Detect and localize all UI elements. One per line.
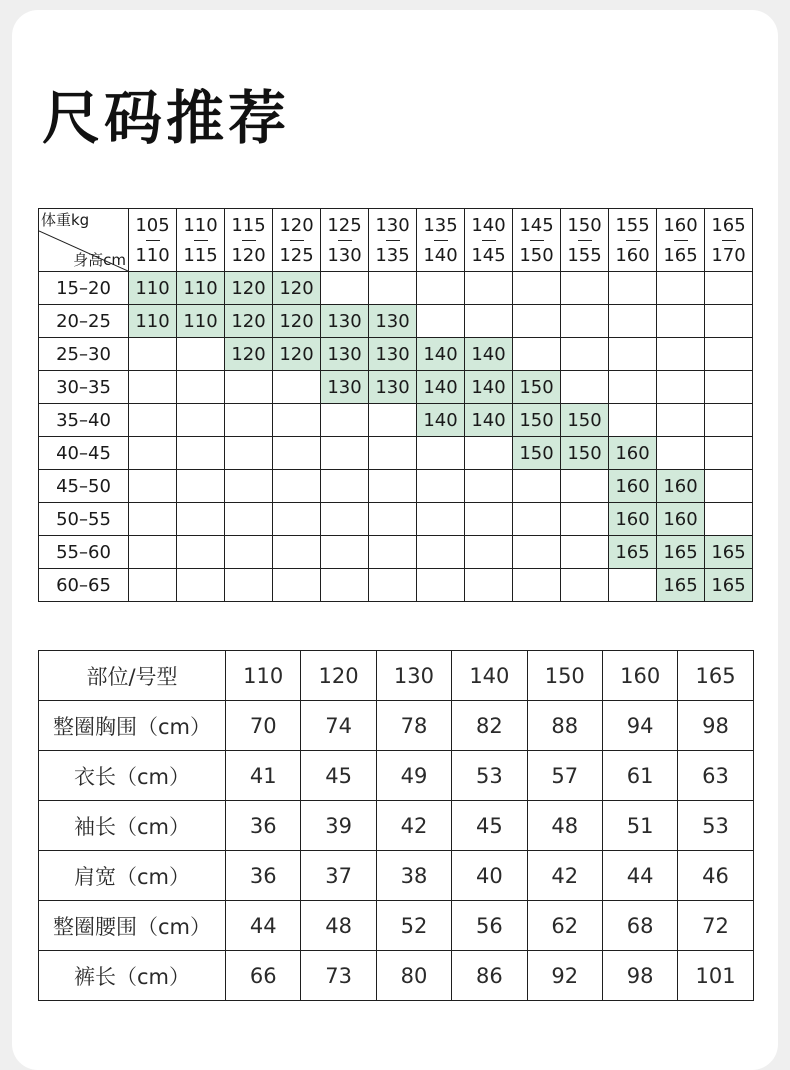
empty-cell — [561, 470, 609, 503]
weight-range-max: 160 — [615, 244, 650, 266]
empty-cell — [321, 272, 369, 305]
weight-range-max: 150 — [519, 244, 554, 266]
weight-range — [129, 215, 176, 266]
empty-cell — [705, 338, 753, 371]
recommended-size-cell: 160 — [657, 470, 705, 503]
measurement-value: 92 — [527, 951, 602, 1001]
weight-range-max: 130 — [327, 244, 362, 266]
size-header: 110 — [226, 651, 301, 701]
height-row — [39, 569, 753, 602]
weight-range-min: 155 — [615, 214, 650, 236]
recommended-size-cell: 140 — [465, 338, 513, 371]
weight-range-header — [657, 209, 705, 272]
size-header: 140 — [452, 651, 527, 701]
recommended-size-cell: 120 — [225, 338, 273, 371]
measurement-row — [39, 951, 754, 1001]
weight-range-header — [225, 209, 273, 272]
empty-cell — [657, 404, 705, 437]
empty-cell — [225, 404, 273, 437]
empty-cell — [417, 536, 465, 569]
weight-header-row — [39, 209, 753, 272]
weight-range-header — [129, 209, 177, 272]
height-range-label: 60–65 — [39, 569, 129, 602]
recommended-size-cell: 130 — [369, 371, 417, 404]
recommended-size-cell: 140 — [465, 404, 513, 437]
empty-cell — [657, 272, 705, 305]
weight-range-max: 155 — [567, 244, 602, 266]
empty-cell — [657, 305, 705, 338]
empty-cell — [609, 569, 657, 602]
height-range-label: 35–40 — [39, 404, 129, 437]
empty-cell — [225, 437, 273, 470]
height-row — [39, 536, 753, 569]
empty-cell — [177, 371, 225, 404]
measurement-value: 53 — [678, 801, 753, 851]
empty-cell — [609, 371, 657, 404]
size-recommendation-table — [38, 208, 753, 602]
weight-range-min: 105 — [135, 214, 170, 236]
measurement-label: 袖长（cm） — [39, 801, 226, 851]
empty-cell — [561, 305, 609, 338]
empty-cell — [417, 272, 465, 305]
measurement-label: 衣长（cm） — [39, 751, 226, 801]
empty-cell — [273, 470, 321, 503]
empty-cell — [177, 470, 225, 503]
recommended-size-cell: 130 — [321, 371, 369, 404]
recommended-size-cell: 130 — [369, 338, 417, 371]
empty-cell — [273, 503, 321, 536]
measurement-value: 63 — [678, 751, 753, 801]
measurement-value: 49 — [376, 751, 451, 801]
range-dash — [290, 240, 304, 241]
empty-cell — [369, 437, 417, 470]
corner-header-cell — [39, 209, 129, 272]
measurement-row — [39, 701, 754, 751]
recommended-size-cell: 160 — [657, 503, 705, 536]
page-title: 尺码推荐 — [42, 84, 291, 152]
empty-cell — [513, 503, 561, 536]
height-range-label: 20–25 — [39, 305, 129, 338]
size-header: 150 — [527, 651, 602, 701]
measurement-value: 82 — [452, 701, 527, 751]
measurement-label: 整圈胸围（cm） — [39, 701, 226, 751]
measurement-value: 73 — [301, 951, 376, 1001]
measurement-value: 66 — [226, 951, 301, 1001]
weight-range-header — [465, 209, 513, 272]
measurement-value: 68 — [602, 901, 677, 951]
weight-range-header — [705, 209, 753, 272]
measurement-value: 94 — [602, 701, 677, 751]
measurement-value: 42 — [376, 801, 451, 851]
measurement-label: 肩宽（cm） — [39, 851, 226, 901]
weight-range — [417, 215, 464, 266]
empty-cell — [369, 404, 417, 437]
recommended-size-cell: 120 — [225, 305, 273, 338]
recommended-size-cell: 140 — [417, 338, 465, 371]
measurement-value: 57 — [527, 751, 602, 801]
recommended-size-cell: 150 — [513, 437, 561, 470]
height-row — [39, 437, 753, 470]
recommended-size-cell: 160 — [609, 437, 657, 470]
part-size-header: 部位/号型 — [39, 651, 226, 701]
height-range-label: 40–45 — [39, 437, 129, 470]
empty-cell — [129, 404, 177, 437]
empty-cell — [177, 437, 225, 470]
measurement-table — [38, 650, 754, 1001]
recommended-size-cell: 110 — [177, 305, 225, 338]
weight-range — [273, 215, 320, 266]
weight-range-min: 125 — [327, 214, 362, 236]
recommended-size-cell: 150 — [513, 371, 561, 404]
empty-cell — [561, 338, 609, 371]
empty-cell — [321, 503, 369, 536]
empty-cell — [705, 305, 753, 338]
height-row — [39, 272, 753, 305]
empty-cell — [705, 371, 753, 404]
empty-cell — [225, 569, 273, 602]
measurement-value: 56 — [452, 901, 527, 951]
recommended-size-cell: 130 — [321, 338, 369, 371]
empty-cell — [657, 371, 705, 404]
measurement-value: 101 — [678, 951, 753, 1001]
empty-cell — [369, 536, 417, 569]
empty-cell — [273, 536, 321, 569]
empty-cell — [513, 272, 561, 305]
empty-cell — [561, 569, 609, 602]
empty-cell — [705, 503, 753, 536]
weight-range-max: 110 — [135, 244, 170, 266]
weight-range-header — [321, 209, 369, 272]
weight-range-header — [417, 209, 465, 272]
measurement-value: 36 — [226, 851, 301, 901]
recommended-size-cell: 165 — [657, 536, 705, 569]
weight-range-max: 125 — [279, 244, 314, 266]
measurement-header-row — [39, 651, 754, 701]
empty-cell — [129, 338, 177, 371]
recommended-size-cell: 120 — [273, 272, 321, 305]
empty-cell — [465, 470, 513, 503]
weight-range-header — [609, 209, 657, 272]
measurement-value: 88 — [527, 701, 602, 751]
empty-cell — [705, 470, 753, 503]
empty-cell — [609, 404, 657, 437]
recommended-size-cell: 165 — [609, 536, 657, 569]
measurement-value: 52 — [376, 901, 451, 951]
height-row — [39, 503, 753, 536]
weight-range-min: 165 — [711, 214, 746, 236]
measurement-row — [39, 851, 754, 901]
weight-range-max: 170 — [711, 244, 746, 266]
measurement-label: 裤长（cm） — [39, 951, 226, 1001]
recommended-size-cell: 165 — [705, 569, 753, 602]
range-dash — [194, 240, 208, 241]
empty-cell — [273, 569, 321, 602]
size-header: 120 — [301, 651, 376, 701]
recommended-size-cell: 130 — [321, 305, 369, 338]
height-range-label: 15–20 — [39, 272, 129, 305]
range-dash — [482, 240, 496, 241]
recommended-size-cell: 110 — [177, 272, 225, 305]
empty-cell — [657, 437, 705, 470]
empty-cell — [465, 503, 513, 536]
height-row — [39, 404, 753, 437]
range-dash — [674, 240, 688, 241]
range-dash — [242, 240, 256, 241]
weight-range-min: 140 — [471, 214, 506, 236]
empty-cell — [369, 569, 417, 602]
range-dash — [386, 240, 400, 241]
height-row — [39, 470, 753, 503]
empty-cell — [225, 536, 273, 569]
weight-range-min: 110 — [183, 214, 218, 236]
empty-cell — [417, 437, 465, 470]
empty-cell — [129, 569, 177, 602]
empty-cell — [321, 569, 369, 602]
empty-cell — [561, 272, 609, 305]
empty-cell — [561, 536, 609, 569]
recommended-size-cell: 140 — [465, 371, 513, 404]
weight-range-header — [177, 209, 225, 272]
weight-range — [321, 215, 368, 266]
measurement-row — [39, 751, 754, 801]
measurement-value: 98 — [678, 701, 753, 751]
height-axis-label: 身高cm — [73, 251, 126, 269]
empty-cell — [465, 569, 513, 602]
recommended-size-cell: 120 — [273, 305, 321, 338]
empty-cell — [273, 404, 321, 437]
empty-cell — [561, 371, 609, 404]
empty-cell — [513, 305, 561, 338]
measurement-value: 39 — [301, 801, 376, 851]
measurement-value: 46 — [678, 851, 753, 901]
measurement-value: 86 — [452, 951, 527, 1001]
weight-range — [465, 215, 512, 266]
empty-cell — [417, 569, 465, 602]
recommended-size-cell: 165 — [657, 569, 705, 602]
height-range-label: 25–30 — [39, 338, 129, 371]
empty-cell — [465, 272, 513, 305]
measurement-value: 61 — [602, 751, 677, 801]
height-row — [39, 371, 753, 404]
weight-range — [225, 215, 272, 266]
weight-range-min: 150 — [567, 214, 602, 236]
recommended-size-cell: 110 — [129, 272, 177, 305]
measurement-value: 41 — [226, 751, 301, 801]
recommended-size-cell: 140 — [417, 404, 465, 437]
weight-range — [657, 215, 704, 266]
height-row — [39, 338, 753, 371]
weight-range-max: 145 — [471, 244, 506, 266]
range-dash — [338, 240, 352, 241]
measurement-value: 42 — [527, 851, 602, 901]
recommended-size-cell: 150 — [561, 437, 609, 470]
measurement-value: 48 — [527, 801, 602, 851]
range-dash — [578, 240, 592, 241]
range-dash — [146, 240, 160, 241]
measurement-row — [39, 801, 754, 851]
size-header: 165 — [678, 651, 753, 701]
empty-cell — [513, 569, 561, 602]
weight-range-min: 115 — [231, 214, 266, 236]
empty-cell — [321, 404, 369, 437]
weight-range-min: 160 — [663, 214, 698, 236]
empty-cell — [177, 404, 225, 437]
weight-range-max: 120 — [231, 244, 266, 266]
recommended-size-cell: 150 — [561, 404, 609, 437]
recommended-size-cell: 160 — [609, 503, 657, 536]
measurement-value: 62 — [527, 901, 602, 951]
measurement-value: 48 — [301, 901, 376, 951]
empty-cell — [273, 371, 321, 404]
empty-cell — [129, 503, 177, 536]
measurement-value: 74 — [301, 701, 376, 751]
empty-cell — [321, 437, 369, 470]
weight-range-header — [513, 209, 561, 272]
empty-cell — [129, 536, 177, 569]
measurement-value: 38 — [376, 851, 451, 901]
weight-range — [369, 215, 416, 266]
empty-cell — [321, 536, 369, 569]
empty-cell — [129, 437, 177, 470]
height-range-label: 45–50 — [39, 470, 129, 503]
empty-cell — [705, 404, 753, 437]
measurement-value: 72 — [678, 901, 753, 951]
recommended-size-cell: 165 — [705, 536, 753, 569]
range-dash — [626, 240, 640, 241]
recommended-size-cell: 110 — [129, 305, 177, 338]
weight-range-header — [561, 209, 609, 272]
recommended-size-cell: 120 — [225, 272, 273, 305]
empty-cell — [513, 470, 561, 503]
weight-range-max: 135 — [375, 244, 410, 266]
measurement-value: 98 — [602, 951, 677, 1001]
weight-range — [177, 215, 224, 266]
empty-cell — [177, 503, 225, 536]
empty-cell — [225, 503, 273, 536]
empty-cell — [609, 305, 657, 338]
empty-cell — [369, 272, 417, 305]
weight-range — [513, 215, 560, 266]
weight-range-max: 115 — [183, 244, 218, 266]
empty-cell — [465, 536, 513, 569]
measurement-value: 40 — [452, 851, 527, 901]
empty-cell — [513, 338, 561, 371]
height-range-label: 55–60 — [39, 536, 129, 569]
weight-range — [561, 215, 608, 266]
empty-cell — [129, 371, 177, 404]
empty-cell — [513, 536, 561, 569]
weight-range-min: 135 — [423, 214, 458, 236]
weight-range-min: 130 — [375, 214, 410, 236]
measurement-value: 37 — [301, 851, 376, 901]
empty-cell — [561, 503, 609, 536]
empty-cell — [369, 503, 417, 536]
measurement-value: 45 — [452, 801, 527, 851]
recommended-size-cell: 140 — [417, 371, 465, 404]
height-range-label: 50–55 — [39, 503, 129, 536]
empty-cell — [129, 470, 177, 503]
size-header: 130 — [376, 651, 451, 701]
empty-cell — [657, 338, 705, 371]
empty-cell — [225, 371, 273, 404]
weight-range-max: 140 — [423, 244, 458, 266]
recommended-size-cell: 160 — [609, 470, 657, 503]
range-dash — [434, 240, 448, 241]
empty-cell — [177, 569, 225, 602]
range-dash — [722, 240, 736, 241]
height-range-label: 30–35 — [39, 371, 129, 404]
empty-cell — [177, 338, 225, 371]
recommended-size-cell: 130 — [369, 305, 417, 338]
measurement-value: 44 — [602, 851, 677, 901]
empty-cell — [177, 536, 225, 569]
empty-cell — [609, 338, 657, 371]
measurement-value: 44 — [226, 901, 301, 951]
empty-cell — [417, 503, 465, 536]
size-header: 160 — [602, 651, 677, 701]
weight-range-header — [369, 209, 417, 272]
measurement-label: 整圈腰围（cm） — [39, 901, 226, 951]
weight-range — [705, 215, 752, 266]
measurement-value: 36 — [226, 801, 301, 851]
weight-range-header — [273, 209, 321, 272]
measurement-value: 51 — [602, 801, 677, 851]
empty-cell — [273, 437, 321, 470]
measurement-value: 70 — [226, 701, 301, 751]
empty-cell — [321, 470, 369, 503]
empty-cell — [705, 272, 753, 305]
height-row — [39, 305, 753, 338]
measurement-row — [39, 901, 754, 951]
empty-cell — [609, 272, 657, 305]
empty-cell — [465, 305, 513, 338]
empty-cell — [369, 470, 417, 503]
recommended-size-cell: 120 — [273, 338, 321, 371]
empty-cell — [225, 470, 273, 503]
measurement-value: 53 — [452, 751, 527, 801]
empty-cell — [705, 437, 753, 470]
weight-range-min: 120 — [279, 214, 314, 236]
empty-cell — [465, 437, 513, 470]
empty-cell — [417, 470, 465, 503]
measurement-value: 78 — [376, 701, 451, 751]
measurement-value: 80 — [376, 951, 451, 1001]
weight-range-max: 165 — [663, 244, 698, 266]
measurement-value: 45 — [301, 751, 376, 801]
weight-axis-label: 体重kg — [41, 211, 90, 229]
weight-range-min: 145 — [519, 214, 554, 236]
range-dash — [530, 240, 544, 241]
recommended-size-cell: 150 — [513, 404, 561, 437]
weight-range — [609, 215, 656, 266]
empty-cell — [417, 305, 465, 338]
